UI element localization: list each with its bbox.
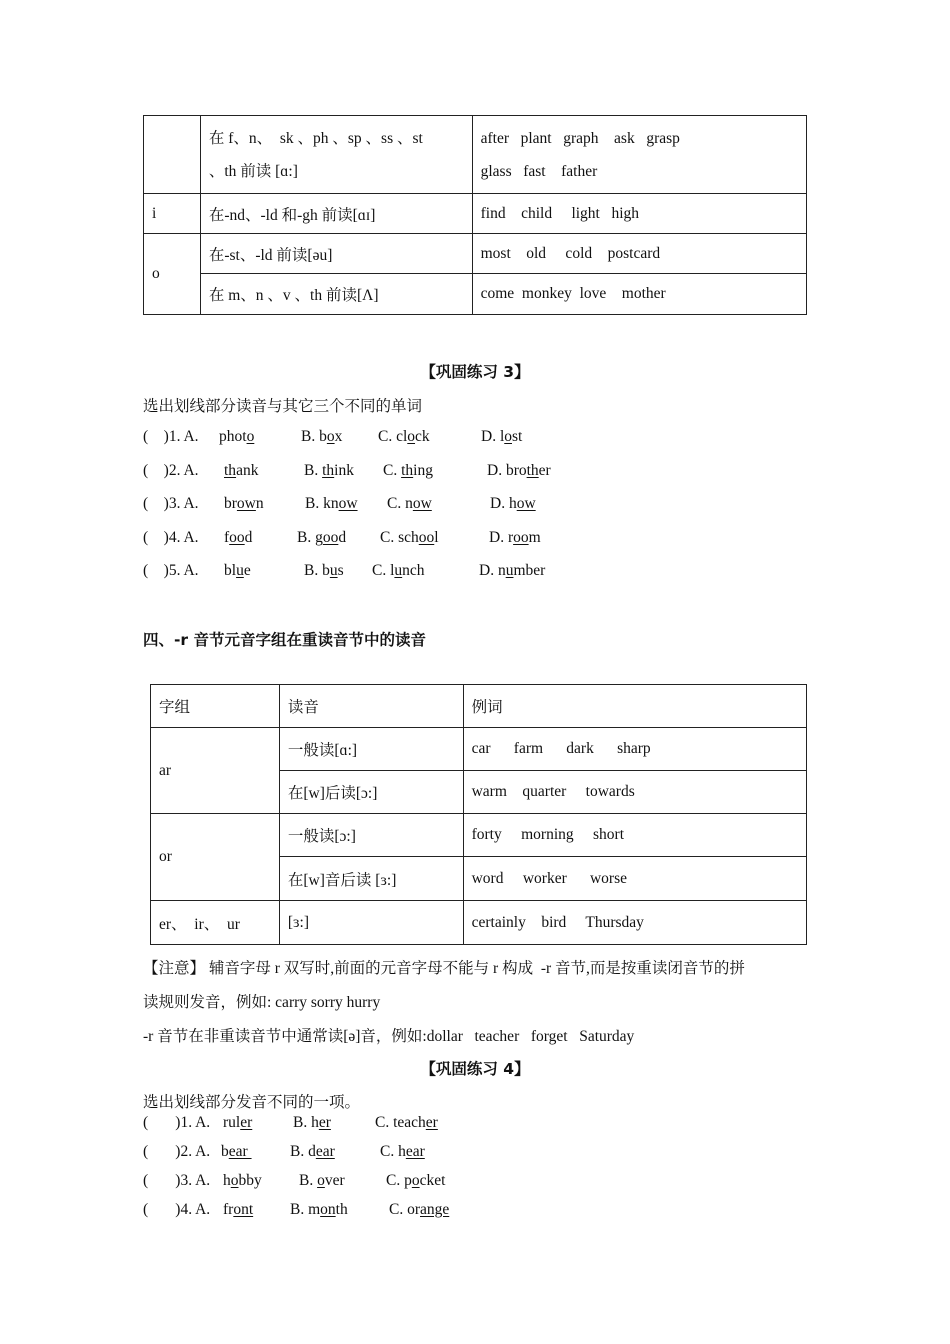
- option-text: x: [334, 428, 343, 445]
- examples-cell: car farm dark sharp: [463, 728, 806, 771]
- answer-option-b: [304, 462, 354, 480]
- underlined-letters: o: [504, 428, 512, 445]
- practice3-instruction: 选出划线部分读音与其它三个不同的单词: [143, 398, 423, 415]
- option-text: ck: [415, 428, 430, 445]
- answer-option-a: [223, 1172, 262, 1190]
- option-text: st: [512, 428, 523, 445]
- answer-option-a: [224, 495, 264, 513]
- underlined-letters: th: [401, 461, 414, 479]
- answer-option-c: [378, 428, 430, 446]
- underlined-letters: ow: [236, 495, 256, 512]
- underlined-letters: oo: [229, 528, 245, 546]
- examples-line: glass fast father: [480, 162, 598, 180]
- answer-option-d: [481, 428, 522, 446]
- option-text: B. d: [290, 1143, 316, 1160]
- option-text: C.: [383, 461, 402, 479]
- question-row: [143, 1201, 803, 1221]
- question-number: ( )4. A.: [143, 1201, 215, 1218]
- underlined-letters: o: [246, 428, 255, 445]
- underlined-letters: u: [329, 562, 338, 579]
- option-text: nch: [402, 562, 425, 579]
- letter-cell: o: [144, 234, 201, 315]
- option-text: s: [337, 562, 344, 579]
- option-text: C. cl: [378, 428, 408, 445]
- examples-cell: [472, 116, 806, 194]
- group-cell: er、 ir、 ur: [151, 901, 280, 945]
- note-line: 【注意】 辅音字母 r 双写时,前面的元音字母不能与 r 构成 -r 音节,而是按重读闭音节的拼: [143, 960, 745, 977]
- answer-option-a: [224, 529, 252, 547]
- option-text: ing: [413, 461, 433, 479]
- underlined-letters: on: [320, 1201, 336, 1218]
- question-number: ( )1. A.: [143, 1114, 215, 1131]
- answer-option-a: [223, 1201, 253, 1219]
- underlined-letters: ow: [338, 495, 358, 512]
- underlined-letters: er: [240, 1114, 253, 1131]
- option-text: ver: [324, 1172, 345, 1189]
- underlined-letters: oo: [513, 528, 529, 546]
- question-row: [143, 495, 803, 515]
- note-line: 读规则发音，例如: carry sorry hurry: [143, 994, 381, 1011]
- option-text: bby: [238, 1172, 262, 1189]
- underlined-letters: ont: [233, 1201, 254, 1218]
- underlined-letters: ear: [405, 1143, 425, 1160]
- vowel-rule-table: [143, 115, 807, 315]
- option-text: B. g: [297, 528, 323, 546]
- option-text: h: [223, 1172, 231, 1189]
- answer-option-c: [375, 1114, 438, 1132]
- sound-cell: [ɜ:]: [279, 901, 463, 945]
- r-syllable-table: [150, 684, 807, 945]
- sound-cell: 一般读[ɑ:]: [279, 728, 463, 771]
- question-number: ( )2. A.: [143, 1143, 215, 1160]
- underlined-letters: th: [224, 461, 237, 479]
- examples-cell: forty morning short: [463, 814, 806, 857]
- option-text: D. r: [489, 528, 514, 546]
- group-cell: or: [151, 814, 280, 901]
- underlined-letters: th: [322, 461, 335, 479]
- option-text: er: [538, 461, 551, 479]
- option-text: bl: [224, 562, 237, 579]
- option-text: B.: [304, 461, 323, 479]
- option-text: C. or: [389, 1201, 420, 1218]
- option-text: e: [243, 562, 251, 579]
- practice4-title: 【巩固练习 4】: [420, 1060, 530, 1078]
- option-text: th: [335, 1201, 348, 1218]
- underlined-letters: u: [505, 562, 514, 579]
- option-text: ank: [236, 461, 259, 479]
- answer-option-b: [304, 562, 344, 580]
- question-number: ( )1. A.: [143, 428, 199, 445]
- question-row: [143, 1114, 803, 1134]
- answer-option-b: [293, 1114, 331, 1132]
- question-row: [143, 562, 803, 582]
- underlined-letters: ange: [420, 1201, 450, 1218]
- option-text: C. l: [372, 562, 395, 579]
- option-text: b: [221, 1143, 229, 1160]
- examples-cell: word worker worse: [463, 857, 806, 901]
- underlined-letters: ear: [315, 1143, 335, 1160]
- answer-option-c: [389, 1201, 449, 1219]
- answer-option-c: [380, 1143, 425, 1161]
- answer-option-c: [380, 529, 439, 547]
- header-examples: 例词: [463, 685, 806, 728]
- note-line: -r 音节在非重读音节中通常读[ə]音，例如:dollar teacher forget Saturday: [143, 1028, 635, 1045]
- group-cell: ar: [151, 728, 280, 814]
- option-text: cket: [419, 1172, 446, 1189]
- answer-option-b: [297, 529, 346, 547]
- examples-cell: find child light high: [472, 194, 806, 234]
- underlined-letters: er: [318, 1114, 331, 1131]
- option-text: fr: [223, 1201, 234, 1218]
- sound-cell: 在[w]后读[ɔ:]: [279, 771, 463, 814]
- answer-option-c: [387, 495, 432, 513]
- underlined-letters: ow: [516, 495, 536, 512]
- practice3-title: 【巩固练习 3】: [420, 363, 530, 381]
- answer-option-a: [221, 1143, 252, 1161]
- examples-cell: warm quarter towards: [463, 771, 806, 814]
- option-text: D. h: [490, 495, 517, 512]
- answer-option-d: [487, 462, 551, 480]
- answer-option-d: [490, 495, 536, 513]
- option-text: D. l: [481, 428, 505, 445]
- option-text: d: [244, 528, 253, 546]
- underlined-letters: o: [407, 428, 416, 445]
- underlined-letters: er: [425, 1114, 438, 1131]
- option-text: rul: [223, 1114, 241, 1131]
- option-text: m: [528, 528, 541, 546]
- question-number: ( )5. A.: [143, 562, 203, 579]
- question-row: [143, 529, 803, 549]
- option-text: mber: [513, 562, 546, 579]
- answer-option-b: [290, 1143, 335, 1161]
- examples-cell: certainly bird Thursday: [463, 901, 806, 945]
- option-text: B. b: [304, 562, 330, 579]
- option-text: B. m: [290, 1201, 321, 1218]
- option-text: ink: [334, 461, 354, 479]
- letter-cell: i: [144, 194, 201, 234]
- answer-option-b: [305, 495, 358, 513]
- rule-line: 在 f、n、 sk 、ph 、sp 、ss 、st: [208, 129, 423, 147]
- option-text: phot: [219, 428, 247, 445]
- question-number: ( )4. A.: [143, 528, 203, 546]
- sound-cell: 在[w]音后读 [ɜ:]: [279, 857, 463, 901]
- option-text: D. n: [479, 562, 506, 579]
- underlined-letters: ear: [228, 1143, 252, 1160]
- option-text: B.: [299, 1172, 318, 1189]
- header-sound: 读音: [279, 685, 463, 728]
- question-number: ( )3. A.: [143, 1172, 215, 1189]
- underlined-letters: o: [411, 1172, 420, 1189]
- answer-option-a: [219, 428, 254, 446]
- examples-line: after plant graph ask grasp: [480, 129, 680, 147]
- question-row: [143, 1143, 803, 1163]
- option-text: C. h: [380, 1143, 406, 1160]
- answer-option-c: [383, 462, 433, 480]
- option-text: d: [338, 528, 347, 546]
- question-row: [143, 428, 803, 448]
- underlined-letters: o: [326, 428, 335, 445]
- section4-heading: 四、-r 音节元音字组在重读音节中的读音: [143, 631, 426, 649]
- answer-option-a: [224, 562, 251, 580]
- answer-option-b: [290, 1201, 348, 1219]
- rule-cell: [200, 116, 472, 194]
- examples-cell: most old cold postcard: [472, 234, 806, 274]
- option-text: B. h: [293, 1114, 319, 1131]
- header-group: 字组: [151, 685, 280, 728]
- option-text: D. bro: [487, 461, 527, 479]
- rule-cell: 在-st、-ld 前读[əu]: [200, 234, 472, 274]
- rule-line: 、th 前读 [ɑ:]: [208, 162, 298, 180]
- answer-option-c: [386, 1172, 445, 1190]
- rule-cell: 在-nd、-ld 和-gh 前读[ɑɪ]: [200, 194, 472, 234]
- underlined-letters: o: [317, 1172, 325, 1189]
- underlined-letters: oo: [322, 528, 339, 546]
- option-text: n: [255, 495, 264, 512]
- option-text: br: [224, 495, 237, 512]
- answer-option-d: [489, 529, 541, 547]
- underlined-letters: ow: [412, 495, 432, 512]
- answer-option-b: [301, 428, 342, 446]
- question-row: [143, 1172, 803, 1192]
- sound-cell: 一般读[ɔ:]: [279, 814, 463, 857]
- option-text: l: [434, 528, 439, 546]
- option-text: f: [224, 528, 230, 546]
- rule-cell: 在 m、n 、v 、th 前读[Λ]: [200, 274, 472, 315]
- option-text: C. teach: [375, 1114, 426, 1131]
- underlined-letters: u: [236, 562, 244, 579]
- option-text: B. b: [301, 428, 327, 445]
- answer-option-c: [372, 562, 425, 580]
- practice4-instruction: 选出划线部分发音不同的一项。: [143, 1094, 361, 1111]
- underlined-letters: th: [526, 461, 539, 479]
- question-number: ( )2. A.: [143, 461, 203, 479]
- letter-cell: [144, 116, 201, 194]
- underlined-letters: oo: [418, 528, 435, 546]
- question-row: [143, 462, 803, 482]
- underlined-letters: u: [394, 562, 403, 579]
- option-text: C. p: [386, 1172, 412, 1189]
- answer-option-a: [224, 462, 258, 480]
- option-text: C. sch: [380, 528, 419, 546]
- underlined-letters: o: [230, 1172, 239, 1189]
- option-text: B. kn: [305, 495, 339, 512]
- answer-option-b: [299, 1172, 345, 1190]
- question-number: ( )3. A.: [143, 495, 203, 512]
- examples-cell: come monkey love mother: [472, 274, 806, 315]
- answer-option-d: [479, 562, 545, 580]
- option-text: C. n: [387, 495, 413, 512]
- answer-option-a: [223, 1114, 252, 1132]
